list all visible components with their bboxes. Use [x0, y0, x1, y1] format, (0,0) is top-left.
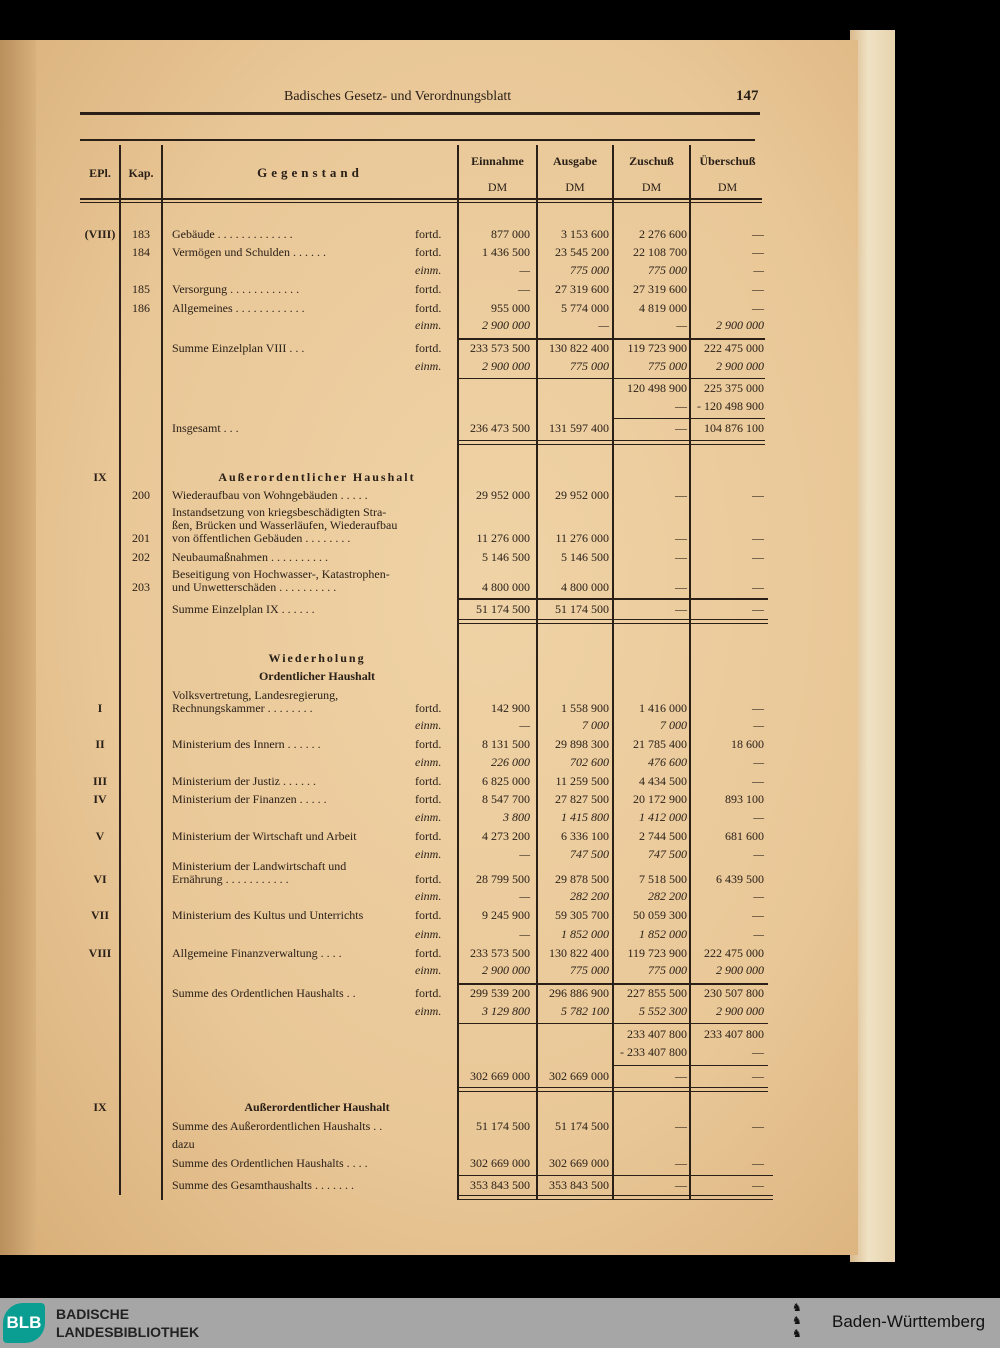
ueberschuss-value: 6 439 500	[716, 872, 764, 886]
einnahme-value: —	[518, 282, 530, 296]
table-row	[80, 809, 770, 824]
entry-type: einm.	[415, 889, 442, 903]
ausgabe-value: 23 545 200	[555, 245, 609, 259]
table-row	[80, 888, 770, 903]
ausgabe-value: 29 898 300	[555, 737, 609, 751]
zuschuss-value: 7 000	[660, 718, 687, 732]
item-description: Summe des Ordentlichen Haushalts . .	[172, 986, 356, 1000]
unit-zuschuss: DM	[641, 180, 662, 194]
unit-einnahme: DM	[487, 180, 508, 194]
col-header-ueberschuss: Überschuß	[699, 154, 756, 168]
einnahme-value: 299 539 200	[470, 986, 530, 1000]
table-head-rule-2	[80, 202, 762, 203]
entry-type: einm.	[415, 847, 442, 861]
zuschuss-value: 119 723 900	[627, 341, 687, 355]
zuschuss-value: —	[675, 421, 687, 435]
entry-type: fortd.	[415, 227, 442, 241]
table-row	[80, 926, 770, 941]
ueberschuss-value: —	[752, 1156, 764, 1170]
ueberschuss-value: 893 100	[725, 792, 764, 806]
table-row	[80, 317, 770, 332]
table-row	[80, 1099, 770, 1114]
ausgabe-value: 27 319 600	[555, 282, 609, 296]
unit-ueberschuss: DM	[717, 180, 738, 194]
ueberschuss-value: —	[752, 245, 764, 259]
ausgabe-value: 1 415 800	[561, 810, 609, 824]
item-description: Summe Einzelplan VIII . . .	[172, 341, 305, 355]
entry-type: einm.	[415, 718, 442, 732]
ueberschuss-value: 225 375 000	[704, 381, 764, 395]
entry-type: fortd.	[415, 908, 442, 922]
table-row	[80, 469, 770, 484]
einnahme-value: 51 174 500	[476, 602, 530, 616]
einnahme-value: 2 900 000	[482, 963, 530, 977]
col-header-gegenstand: Gegenstand	[257, 165, 363, 180]
table-row	[80, 773, 770, 788]
ausgabe-value: 51 174 500	[555, 1119, 609, 1133]
ueberschuss-value: —	[752, 301, 764, 315]
kap-number: 201	[132, 531, 150, 545]
entry-type: fortd.	[415, 737, 442, 751]
table-row	[80, 420, 770, 435]
einnahme-value: 877 000	[491, 227, 530, 241]
double-rule	[458, 619, 768, 624]
item-description: Ministerium der Landwirtschaft und Ernährung . . . . . . . . . . .	[172, 859, 347, 886]
section-subheading: Außerordentlicher Haushalt	[244, 1100, 390, 1114]
einnahme-value: 28 799 500	[476, 872, 530, 886]
ausgabe-value: 747 500	[570, 847, 609, 861]
sum-rule	[458, 1023, 768, 1024]
table-row	[80, 859, 770, 886]
epl-number: VII	[90, 908, 109, 922]
zuschuss-value: 1 852 000	[639, 927, 687, 941]
table-row	[80, 1003, 770, 1018]
left-page-edge	[0, 40, 36, 1255]
table-row	[80, 281, 770, 296]
zuschuss-value: 775 000	[648, 263, 687, 277]
ausgabe-value: 702 600	[570, 755, 609, 769]
item-description: Summe des Gesamthaushalts . . . . . . .	[172, 1178, 354, 1192]
section-heading: Außerordentlicher Haushalt	[218, 470, 416, 484]
ausgabe-value: 4 800 000	[561, 580, 609, 594]
zuschuss-value: 2 276 600	[639, 227, 687, 241]
ausgabe-value: 5 774 000	[561, 301, 609, 315]
table-row	[80, 1026, 770, 1041]
ueberschuss-value: —	[752, 774, 764, 788]
table-top-rule	[80, 139, 755, 141]
entry-type: einm.	[415, 927, 442, 941]
ausgabe-value: 7 000	[582, 718, 609, 732]
entry-type: fortd.	[415, 701, 442, 715]
epl-number: VI	[93, 872, 107, 886]
ueberschuss-value: —	[752, 580, 764, 594]
epl-number: IX	[93, 470, 107, 484]
ueberschuss-value: - 120 498 900	[697, 399, 764, 413]
zuschuss-value: —	[675, 550, 687, 564]
ueberschuss-value: —	[752, 1045, 764, 1059]
col-header-einnahme: Einnahme	[471, 154, 524, 168]
col-header-kap: Kap.	[128, 166, 154, 180]
epl-number: I	[97, 701, 103, 715]
zuschuss-value: —	[676, 318, 687, 332]
einnahme-value: 8 547 700	[482, 792, 530, 806]
epl-number: II	[95, 737, 105, 751]
ausgabe-value: 302 669 000	[549, 1156, 609, 1170]
item-description: Neubaumaßnahmen . . . . . . . . . .	[172, 550, 328, 564]
ausgabe-value: 296 886 900	[549, 986, 609, 1000]
entry-type: fortd.	[415, 341, 442, 355]
item-description: Insgesamt . . .	[172, 421, 239, 435]
zuschuss-value: 282 200	[648, 889, 687, 903]
ueberschuss-value: —	[752, 1069, 764, 1083]
entry-type: fortd.	[415, 282, 442, 296]
einnahme-value: 5 146 500	[482, 550, 530, 564]
ausgabe-value: 130 822 400	[549, 341, 609, 355]
ausgabe-value: 11 276 000	[555, 531, 609, 545]
ueberschuss-value: —	[753, 889, 764, 903]
entry-type: fortd.	[415, 872, 442, 886]
double-rule	[458, 1195, 773, 1200]
item-description: Volksvertretung, Landesregierung, Rechnungskammer . . . . . . . .	[172, 688, 339, 715]
zuschuss-value: 227 855 500	[627, 986, 687, 1000]
einnahme-value: 1 436 500	[482, 245, 530, 259]
double-rule	[458, 440, 765, 445]
item-description: Beseitigung von Hochwasser-, Katastrophen- und Unwetterschäden . . . . . . . . . .	[172, 567, 390, 594]
ausgabe-value: 130 822 400	[549, 946, 609, 960]
ausgabe-value: 6 336 100	[561, 829, 609, 843]
zuschuss-value: 20 172 900	[633, 792, 687, 806]
table-row	[80, 601, 770, 616]
item-description: dazu	[172, 1137, 195, 1151]
table-row	[80, 1177, 770, 1192]
kap-number: 183	[132, 227, 150, 241]
col-header-ausgabe: Ausgabe	[552, 154, 597, 168]
state-name: Baden-Württemberg	[832, 1312, 986, 1331]
item-description: Ministerium der Wirtschaft und Arbeit	[172, 829, 357, 843]
table-row	[80, 380, 770, 395]
item-description: Vermögen und Schulden . . . . . .	[172, 245, 326, 259]
einnahme-value: 2 900 000	[482, 359, 530, 373]
kap-number: 203	[132, 580, 150, 594]
item-description: Summe Einzelplan IX . . . . . .	[172, 602, 315, 616]
item-description: Ministerium der Finanzen . . . . .	[172, 792, 327, 806]
ueberschuss-value: —	[752, 227, 764, 241]
einnahme-value: 3 129 800	[482, 1004, 530, 1018]
zuschuss-value: —	[675, 602, 687, 616]
item-description: Ministerium des Kultus und Unterrichts	[172, 908, 364, 922]
zuschuss-value: 27 319 600	[633, 282, 687, 296]
ueberschuss-value: —	[752, 1119, 764, 1133]
ueberschuss-value: —	[753, 847, 764, 861]
zuschuss-value: —	[675, 1178, 687, 1192]
ueberschuss-value: 18 600	[731, 737, 764, 751]
ueberschuss-value: —	[752, 701, 764, 715]
ueberschuss-value: —	[752, 1178, 764, 1192]
sum-rule	[458, 1175, 773, 1176]
double-rule	[458, 1087, 768, 1092]
entry-type: einm.	[415, 318, 442, 332]
ausgabe-value: 5 782 100	[561, 1004, 609, 1018]
table-row	[80, 1155, 770, 1170]
sum-rule	[458, 378, 765, 379]
zuschuss-value: —	[675, 1069, 687, 1083]
table-row	[80, 668, 770, 683]
ausgabe-value: 1 852 000	[561, 927, 609, 941]
entry-type: einm.	[415, 263, 442, 277]
ueberschuss-value: —	[752, 531, 764, 545]
einnahme-value: 226 000	[491, 755, 530, 769]
einnahme-value: —	[519, 263, 530, 277]
einnahme-value: 2 900 000	[482, 318, 530, 332]
table-row	[80, 244, 770, 259]
ueberschuss-value: 230 507 800	[704, 986, 764, 1000]
ausgabe-value: 27 827 500	[555, 792, 609, 806]
ausgabe-value: 29 952 000	[555, 488, 609, 502]
ueberschuss-value: —	[753, 927, 764, 941]
ueberschuss-value: —	[753, 810, 764, 824]
ueberschuss-value: 2 900 000	[716, 1004, 764, 1018]
zuschuss-value: 2 744 500	[639, 829, 687, 843]
table-row	[80, 358, 770, 373]
einnahme-value: 4 800 000	[482, 580, 530, 594]
zuschuss-value: - 233 407 800	[620, 1045, 687, 1059]
zuschuss-value: 4 819 000	[639, 301, 687, 315]
ausgabe-value: 775 000	[570, 963, 609, 977]
section-heading: Wiederholung	[268, 651, 366, 665]
ausgabe-value: 11 259 500	[555, 774, 609, 788]
table-row	[80, 791, 770, 806]
ueberschuss-value: —	[752, 908, 764, 922]
ausgabe-value: 59 305 700	[555, 908, 609, 922]
item-description: Allgemeine Finanzverwaltung . . . .	[172, 946, 342, 960]
ueberschuss-value: 222 475 000	[704, 341, 764, 355]
table-row	[80, 688, 770, 715]
table-row	[80, 505, 770, 545]
ausgabe-value: 5 146 500	[561, 550, 609, 564]
ausgabe-value: 51 174 500	[555, 602, 609, 616]
einnahme-value: —	[519, 889, 530, 903]
entry-type: einm.	[415, 963, 442, 977]
ausgabe-value: 131 597 400	[549, 421, 609, 435]
epl-number: III	[92, 774, 107, 788]
entry-type: fortd.	[415, 986, 442, 1000]
item-description: Versorgung . . . . . . . . . . . .	[172, 282, 300, 296]
zuschuss-value: 1 416 000	[639, 701, 687, 715]
unit-ausgabe: DM	[565, 180, 585, 194]
kap-number: 185	[132, 282, 150, 296]
kap-number: 186	[132, 301, 150, 315]
ausgabe-value: 1 558 900	[561, 701, 609, 715]
table-row	[80, 262, 770, 277]
ausgabe-value: 29 878 500	[555, 872, 609, 886]
epl-number: VIII	[88, 946, 112, 960]
einnahme-value: 3 800	[503, 810, 530, 824]
table-row	[80, 487, 770, 502]
library-name-line1: BADISCHE	[56, 1306, 130, 1322]
kap-number: 184	[132, 245, 150, 259]
ueberschuss-value: 222 475 000	[704, 946, 764, 960]
table-row	[80, 398, 770, 413]
entry-type: einm.	[415, 755, 442, 769]
ausgabe-value: —	[598, 318, 609, 332]
table-row	[80, 828, 770, 843]
entry-type: einm.	[415, 359, 442, 373]
table-row	[80, 1118, 770, 1133]
einnahme-value: 4 273 200	[482, 829, 530, 843]
ueberschuss-value: 2 900 000	[716, 359, 764, 373]
entry-type: fortd.	[415, 946, 442, 960]
zuschuss-value: 5 552 300	[639, 1004, 687, 1018]
item-description: Wiederaufbau von Wohngebäuden . . . . .	[172, 488, 368, 502]
einnahme-value: 236 473 500	[470, 421, 530, 435]
zuschuss-value: 4 434 500	[639, 774, 687, 788]
header-rule	[80, 112, 760, 115]
einnahme-value: 233 573 500	[470, 946, 530, 960]
einnahme-value: 51 174 500	[476, 1119, 530, 1133]
blb-logo: BLB	[3, 1303, 45, 1343]
table-row	[80, 717, 770, 732]
running-title: Badisches Gesetz- und Verordnungsblatt	[284, 89, 512, 104]
zuschuss-value: —	[675, 531, 687, 545]
ueberschuss-value: —	[753, 755, 764, 769]
zuschuss-value: 747 500	[648, 847, 687, 861]
ausgabe-value: 3 153 600	[561, 227, 609, 241]
sum-rule	[458, 598, 768, 600]
item-description: Summe des Außerordentlichen Haushalts . .	[172, 1119, 383, 1133]
table-row	[80, 1044, 770, 1059]
ueberschuss-value: 681 600	[725, 829, 764, 843]
table-row	[80, 340, 770, 355]
ueberschuss-value: 104 876 100	[704, 421, 764, 435]
library-name	[56, 1305, 199, 1341]
entry-type: fortd.	[415, 245, 442, 259]
col-header-epl: EPl.	[89, 166, 111, 180]
page-number: 147	[736, 88, 759, 104]
zuschuss-value: —	[675, 1156, 687, 1170]
section-subheading: Ordentlicher Haushalt	[258, 669, 376, 683]
epl-number: V	[95, 829, 105, 843]
ueberschuss-value: 233 407 800	[704, 1027, 764, 1041]
sum-rule	[613, 1065, 768, 1066]
einnahme-value: 8 131 500	[482, 737, 530, 751]
ueberschuss-value: —	[753, 263, 764, 277]
zuschuss-value: 476 600	[648, 755, 687, 769]
einnahme-value: 233 573 500	[470, 341, 530, 355]
entry-type: einm.	[415, 1004, 442, 1018]
item-description: Gebäude . . . . . . . . . . . . .	[172, 227, 293, 241]
ueberschuss-value: —	[752, 282, 764, 296]
zuschuss-value: 119 723 900	[627, 946, 687, 960]
table-row	[80, 567, 770, 594]
item-description: Summe des Ordentlichen Haushalts . . . .	[172, 1156, 368, 1170]
kap-number: 200	[132, 488, 150, 502]
einnahme-value: —	[519, 847, 530, 861]
table-row	[80, 1068, 770, 1083]
table-head-rule	[80, 198, 762, 200]
zuschuss-value: 22 108 700	[633, 245, 687, 259]
ausgabe-value: 302 669 000	[549, 1069, 609, 1083]
table-row	[80, 754, 770, 769]
table-row	[80, 736, 770, 751]
table-row	[80, 1136, 770, 1151]
einnahme-value: 353 843 500	[470, 1178, 530, 1192]
ueberschuss-value: 2 900 000	[716, 318, 764, 332]
zuschuss-value: 775 000	[648, 963, 687, 977]
zuschuss-value: 7 518 500	[639, 872, 687, 886]
zuschuss-value: 120 498 900	[627, 381, 687, 395]
zuschuss-value: 775 000	[648, 359, 687, 373]
entry-type: fortd.	[415, 829, 442, 843]
einnahme-value: 6 825 000	[482, 774, 530, 788]
zuschuss-value: 233 407 800	[627, 1027, 687, 1041]
ueberschuss-value: —	[753, 718, 764, 732]
table-row	[80, 962, 770, 977]
table-row	[80, 985, 770, 1000]
einnahme-value: 142 900	[491, 701, 530, 715]
zuschuss-value: 1 412 000	[639, 810, 687, 824]
ausgabe-value: 282 200	[570, 889, 609, 903]
zuschuss-value: —	[675, 399, 687, 413]
kap-number: 202	[132, 550, 150, 564]
item-description: Ministerium der Justiz . . . . . .	[172, 774, 316, 788]
table-row	[80, 300, 770, 315]
einnahme-value: —	[519, 927, 530, 941]
table-row	[80, 549, 770, 564]
einnahme-value: —	[519, 718, 530, 732]
table-row	[80, 226, 770, 241]
einnahme-value: 11 276 000	[476, 531, 530, 545]
state-lions-icon: ♞ ♞ ♞	[792, 1302, 802, 1340]
table-row	[80, 650, 770, 665]
entry-type: fortd.	[415, 792, 442, 806]
epl-number: IV	[93, 792, 107, 806]
entry-type: fortd.	[415, 301, 442, 315]
entry-type: einm.	[415, 810, 442, 824]
ueberschuss-value: —	[752, 550, 764, 564]
einnahme-value: 9 245 900	[482, 908, 530, 922]
zuschuss-value: 50 059 300	[633, 908, 687, 922]
ausgabe-value: 775 000	[570, 359, 609, 373]
ausgabe-value: 353 843 500	[549, 1178, 609, 1192]
zuschuss-value: —	[675, 580, 687, 594]
zuschuss-value: —	[675, 1119, 687, 1133]
item-description: Ministerium des Innern . . . . . .	[172, 737, 321, 751]
sum-rule	[613, 418, 765, 419]
entry-type: fortd.	[415, 774, 442, 788]
epl-number: (VIII)	[84, 227, 116, 241]
einnahme-value: 302 669 000	[470, 1156, 530, 1170]
library-name-line2: LANDESBIBLIOTHEK	[56, 1324, 200, 1340]
ueberschuss-value: —	[752, 488, 764, 502]
ueberschuss-value: —	[752, 602, 764, 616]
table-row	[80, 907, 770, 922]
einnahme-value: 955 000	[491, 301, 530, 315]
table-row	[80, 945, 770, 960]
item-description: Allgemeines . . . . . . . . . . . .	[172, 301, 305, 315]
col-header-zuschuss: Zuschuß	[629, 154, 674, 168]
zuschuss-value: —	[675, 488, 687, 502]
zuschuss-value: 21 785 400	[633, 737, 687, 751]
epl-number: IX	[93, 1100, 107, 1114]
einnahme-value: 29 952 000	[476, 488, 530, 502]
ueberschuss-value: 2 900 000	[716, 963, 764, 977]
ausgabe-value: 775 000	[570, 263, 609, 277]
item-description: Instandsetzung von kriegsbeschädigten Stra- ßen, Brücken und Wasserläufen, Wiederaufbau von öffentlichen Gebäuden . . . . . . . .	[172, 505, 398, 545]
einnahme-value: 302 669 000	[470, 1069, 530, 1083]
